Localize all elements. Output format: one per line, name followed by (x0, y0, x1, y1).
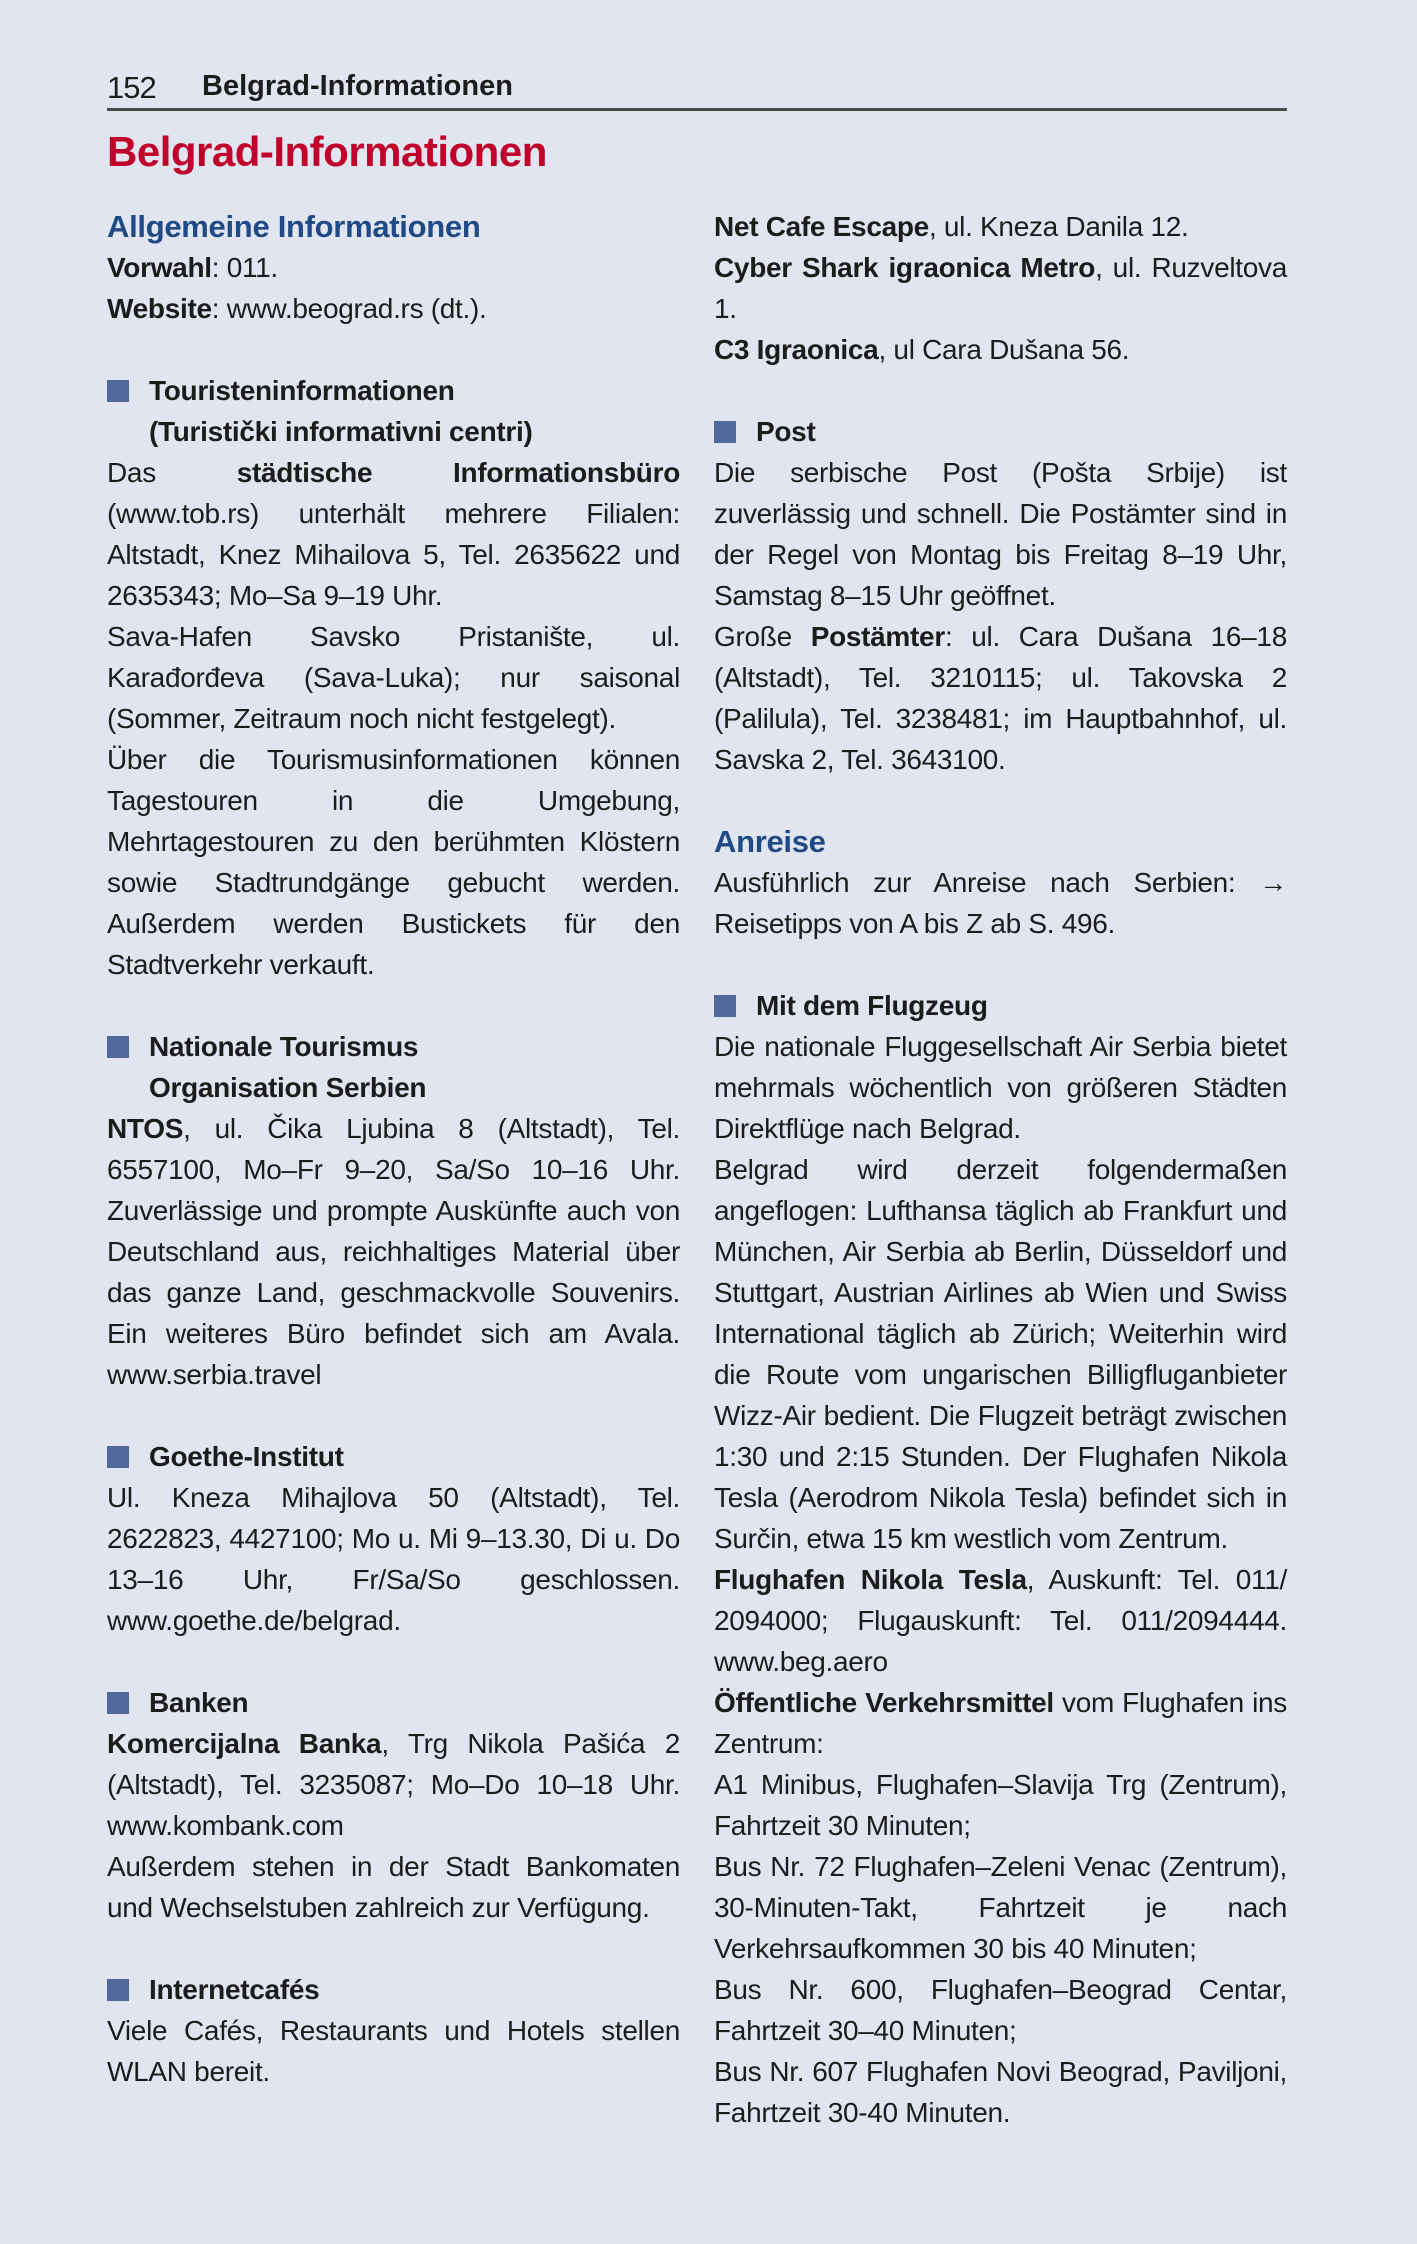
text-run: Ul. Kneza Mihajlova 50 (Altstadt), Tel. 2622823, 4427100; Mo u. Mi 9–13.30, Di u. Do 13–16 Uhr, Fr/Sa/So geschlossen. www.goethe.de/belgrad. (107, 1482, 680, 1636)
section-heading: Anreise (714, 824, 826, 859)
heading-line: Banken (149, 1687, 249, 1718)
paragraph (107, 1723, 680, 1846)
bold-term: Vorwahl (107, 252, 212, 283)
paragraph (714, 329, 1287, 370)
text-run: Sava-Hafen Savsko Pristanište, ul. Karađorđeva (Sava-Luka); nur saisonal (Sommer, Zeitraum noch nicht festgelegt). (107, 621, 680, 734)
bold-term: NTOS (107, 1113, 184, 1144)
text-run: , ul Cara Dušana 56. (878, 334, 1130, 365)
bold-term: Net Cafe Escape (714, 211, 929, 242)
paragraph (107, 247, 680, 288)
text-run: : www.beograd.rs (dt.). (211, 293, 487, 324)
square-bullet-icon (107, 380, 129, 402)
heading-line: Mit dem Flugzeug (756, 990, 988, 1021)
text-run: , ul. Ruzveltova 1. (714, 252, 1287, 324)
heading-line: Touristeninformationen (149, 375, 455, 406)
heading-line: Organisation Serbien (149, 1072, 427, 1103)
text-run: , Auskunft: Tel. 011/ 2094000; Flugauskunft: Tel. 011/2094444. www.beg.aero (714, 1564, 1287, 1677)
text-run: (www.tob.rs) unterhält mehrere Filialen: Altstadt, Knez Mihailova 5, Tel. 2635622 und 2635343; Mo–Sa 9–19 Uhr. (107, 498, 680, 611)
bold-term: C3 Igraonica (714, 334, 879, 365)
text-run: , Trg Nikola Pašića 2 (Altstadt), Tel. 3235087; Mo–Do 10–18 Uhr. www.kombank.com (107, 1728, 680, 1841)
text-run: Außerdem stehen in der Stadt Bankomaten und Wechselstuben zahlreich zur Verfügung. (107, 1851, 680, 1923)
text-run: : ul. Cara Dušana 16–18 (Altstadt), Tel. 3210115; ul. Takovska 2 (Palilula), Tel. 3238481; im Hauptbahnhof, ul. Savska 2, Tel. 3643100. (714, 621, 1287, 775)
text-run: Bus Nr. 607 Flughafen Novi Beograd, Paviljoni, Fahrtzeit 30-40 Minuten. (714, 2056, 1287, 2128)
text-run: Bus Nr. 600, Flughafen–Beograd Centar, Fahrtzeit 30–40 Minuten; (714, 1974, 1287, 2046)
paragraph (714, 1149, 1287, 1559)
heading-line: (Turistički informativni centri) (149, 416, 533, 447)
square-bullet-icon (714, 421, 736, 443)
text-run: Große (714, 621, 811, 652)
page-title: Belgrad-Informationen (107, 128, 547, 175)
heading-line: Internetcafés (149, 1974, 320, 2005)
paragraph (107, 1108, 680, 1395)
section-heading: Allgemeine Informationen (107, 209, 481, 244)
paragraph (714, 862, 1287, 944)
square-bullet-icon (107, 1446, 129, 1468)
text-run: Über die Tourismusinformationen können Tagestouren in die Umgebung, Mehrtagestouren zu den berühmten Klöstern sowie Stadtrundgänge gebucht werden. Außerdem werden Bustickets für den Stadtverkehr verkauft. (107, 744, 680, 980)
bold-term: Postämter (810, 621, 945, 652)
paragraph (714, 1846, 1287, 1969)
heading-line: Post (756, 416, 816, 447)
paragraph (107, 288, 680, 329)
text-run: Ausführlich zur Anreise nach Serbien: → Reisetipps von A bis Z ab S. 496. (714, 867, 1287, 939)
paragraph (107, 2010, 680, 2092)
paragraph (714, 1559, 1287, 1682)
paragraph (714, 206, 1287, 247)
subsection-heading (714, 411, 1287, 452)
heading-line: Goethe-Institut (149, 1441, 344, 1472)
text-run: Belgrad wird derzeit folgendermaßen angeflogen: Lufthansa täglich ab Frankfurt und München, Air Serbia ab Berlin, Düsseldorf und Stuttgart, Austrian Airlines ab Wien und Swiss International täglich ab Zürich; Weiterhin wird die Route vom ungarischen Billigfluganbieter Wizz-Air bedient. Die Flugzeit beträgt zwischen 1:30 und 2:15 Stunden. Der Flughafen Nikola Tesla (Aerodrom Nikola Tesla) befindet sich in Surčin, etwa 15 km westlich vom Zentrum. (714, 1154, 1287, 1554)
paragraph (107, 1477, 680, 1641)
paragraph (107, 452, 680, 616)
bold-term: Komercijalna Banka (107, 1728, 382, 1759)
paragraph (107, 739, 680, 985)
paragraph (714, 1969, 1287, 2051)
subsection-heading (107, 1969, 680, 2010)
subsection-heading (107, 370, 680, 452)
bold-term: städtische Informationsbüro (236, 457, 680, 488)
heading-line: Nationale Tourismus (149, 1031, 419, 1062)
text-run: Die nationale Fluggesellschaft Air Serbia bietet mehrmals wöchentlich von größeren Städten Direktflüge nach Belgrad. (714, 1031, 1287, 1144)
subsection-heading (714, 985, 1287, 1026)
subsection-heading (107, 1026, 680, 1108)
bold-term: Website (107, 293, 212, 324)
square-bullet-icon (107, 1979, 129, 2001)
text-run: Die serbische Post (Pošta Srbije) ist zuverlässig und schnell. Die Postämter sind in der Regel von Montag bis Freitag 8–19 Uhr, Samstag 8–15 Uhr geöffnet. (714, 457, 1287, 611)
left-column (107, 206, 680, 2092)
subsection-heading (107, 1436, 680, 1477)
paragraph (107, 1846, 680, 1928)
paragraph (714, 2051, 1287, 2133)
square-bullet-icon (714, 995, 736, 1017)
subsection-heading (107, 1682, 680, 1723)
text-run: : 011. (211, 252, 278, 283)
paragraph (714, 1682, 1287, 1764)
paragraph (714, 247, 1287, 329)
running-title: Belgrad-Informationen (202, 70, 513, 102)
square-bullet-icon (107, 1036, 129, 1058)
paragraph (714, 1764, 1287, 1846)
paragraph (714, 452, 1287, 616)
text-run: Viele Cafés, Restaurants und Hotels stellen WLAN bereit. (107, 2015, 680, 2087)
text-run: vom Flughafen ins Zentrum: (714, 1687, 1287, 1759)
text-run: , ul. Kneza Danila 12. (928, 211, 1189, 242)
bold-term: Cyber Shark igraonica Metro (714, 252, 1096, 283)
paragraph (714, 1026, 1287, 1149)
paragraph (107, 616, 680, 739)
text-run: Das (107, 457, 237, 488)
paragraph (714, 616, 1287, 780)
page-number: 152 (107, 70, 156, 105)
square-bullet-icon (107, 1692, 129, 1714)
page-header (107, 68, 1287, 111)
text-run: Bus Nr. 72 Flughafen–Zeleni Venac (Zentrum), 30-Minuten-Takt, Fahrtzeit je nach Verkehrsaufkommen 30 bis 40 Minuten; (714, 1851, 1287, 1964)
bold-term: Flughafen Nikola Tesla (714, 1564, 1027, 1595)
text-run: , ul. Čika Ljubina 8 (Altstadt), Tel. 6557100, Mo–Fr 9–20, Sa/So 10–16 Uhr. Zuverlässige und prompte Auskünfte auch von Deutschland aus, reichhaltiges Material über das ganze Land, geschmackvolle Souvenirs. Ein weiteres Büro befindet sich am Avala. www.serbia.travel (107, 1113, 680, 1390)
right-column (714, 206, 1287, 2133)
text-run: A1 Minibus, Flughafen–Slavija Trg (Zentrum), Fahrtzeit 30 Minuten; (714, 1769, 1287, 1841)
bold-term: Öffentliche Verkehrsmittel (714, 1687, 1054, 1718)
